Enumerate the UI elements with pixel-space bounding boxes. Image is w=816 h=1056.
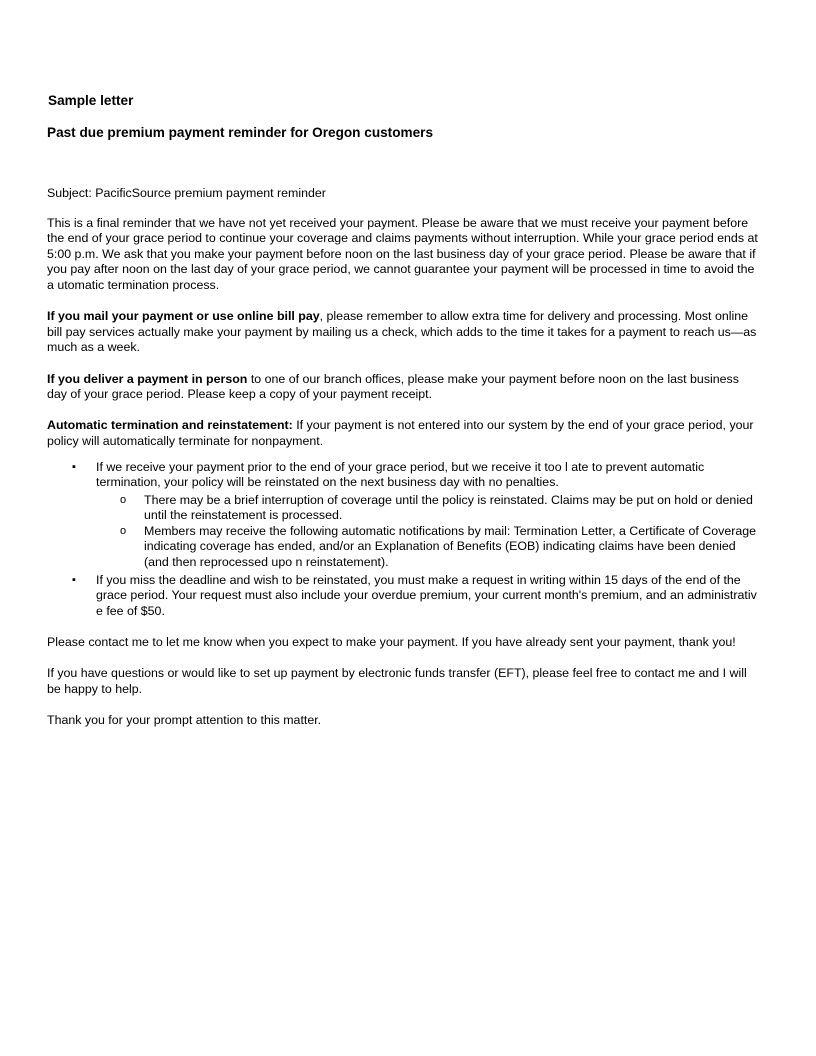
termination-text: If your payment is not entered into our system by the end of your grace period, your policy will automatically terminate for nonpayment. (47, 418, 754, 448)
list-item-text: If you miss the deadline and wish to be reinstated, you must make a request in writing within 15 days of the end of the grace period. Your request must also include your overdue premium, your current month's premium, and an administrativ e fee of $50. (96, 572, 757, 618)
reinstatement-list (47, 460, 759, 620)
contact-paragraph: Please contact me to let me know when you expect to make your payment. If you have already sent your payment, thank you! (47, 635, 736, 650)
deliver-payment-paragraph (47, 372, 759, 403)
list-item (47, 573, 759, 620)
square-bullet-icon: ▪ (72, 460, 76, 473)
mail-payment-paragraph (47, 309, 759, 356)
intro-paragraph: This is a final reminder that we have not yet received your payment. Please be aware that we must receive your payment before the end of your grace period to continue your coverage and claims payments without interruption. While your grace period ends at 5:00 p.m. We ask that you make your payment before noon on the last business day of your grace period. Please be aware that if you pay after noon on the last day of your grace period, we cannot guarantee your payment will be processed in time to avoid the a utomatic termination process. (47, 215, 758, 292)
letter-label: Sample letter (48, 93, 134, 108)
sub-list-item (96, 493, 759, 524)
deliver-payment-heading: If you deliver a payment in person (47, 371, 248, 386)
termination-paragraph (47, 418, 759, 449)
sub-list-item-text: There may be a brief interruption of coverage until the policy is reinstated. Claims may be put on hold or denied until the reinstatement is processed. (144, 492, 753, 523)
questions-paragraph: If you have questions or would like to set up payment by electronic funds transfer (EFT), please feel free to contact me and I will be happy to help. (47, 666, 747, 696)
mail-payment-heading: If you mail your payment or use online bill pay (47, 309, 320, 324)
thanks-paragraph: Thank you for your prompt attention to this matter. (47, 713, 322, 727)
square-bullet-icon: ▪ (72, 573, 76, 586)
list-item (47, 460, 759, 571)
sub-list (96, 493, 759, 571)
letter-title: Past due premium payment reminder for Oregon customers (47, 125, 434, 140)
termination-heading: Automatic termination and reinstatement: (47, 418, 293, 433)
sub-list-item-text: Members may receive the following automatic notifications by mail: Termination Letter, a Certificate of Coverage indicating coverage has ended, and/or an Explanation of Benefits (EOB) indicating claims have been denied (and then reprocessed upo n reinstatement). (144, 523, 757, 570)
circle-bullet-icon: o (120, 493, 127, 506)
deliver-payment-text: to one of our branch offices, please make your payment before noon on the last business day of your grace period. Please keep a copy of your payment receipt. (47, 371, 739, 402)
letter-page (47, 92, 759, 744)
mail-payment-text: , please remember to allow extra time for delivery and processing. Most online bill pay services actually make your payment by mailing us a check, which adds to the time it takes for a payment to reach us—as much as a week. (47, 309, 757, 355)
circle-bullet-icon: o (120, 524, 127, 537)
subject-line: Subject: PacificSource premium payment reminder (47, 186, 326, 200)
sub-list-item (96, 524, 759, 571)
list-item-text: If we receive your payment prior to the end of your grace period, but we receive it too l ate to prevent automatic termination, your policy will be reinstated on the next business day with no penalties. (96, 459, 705, 490)
